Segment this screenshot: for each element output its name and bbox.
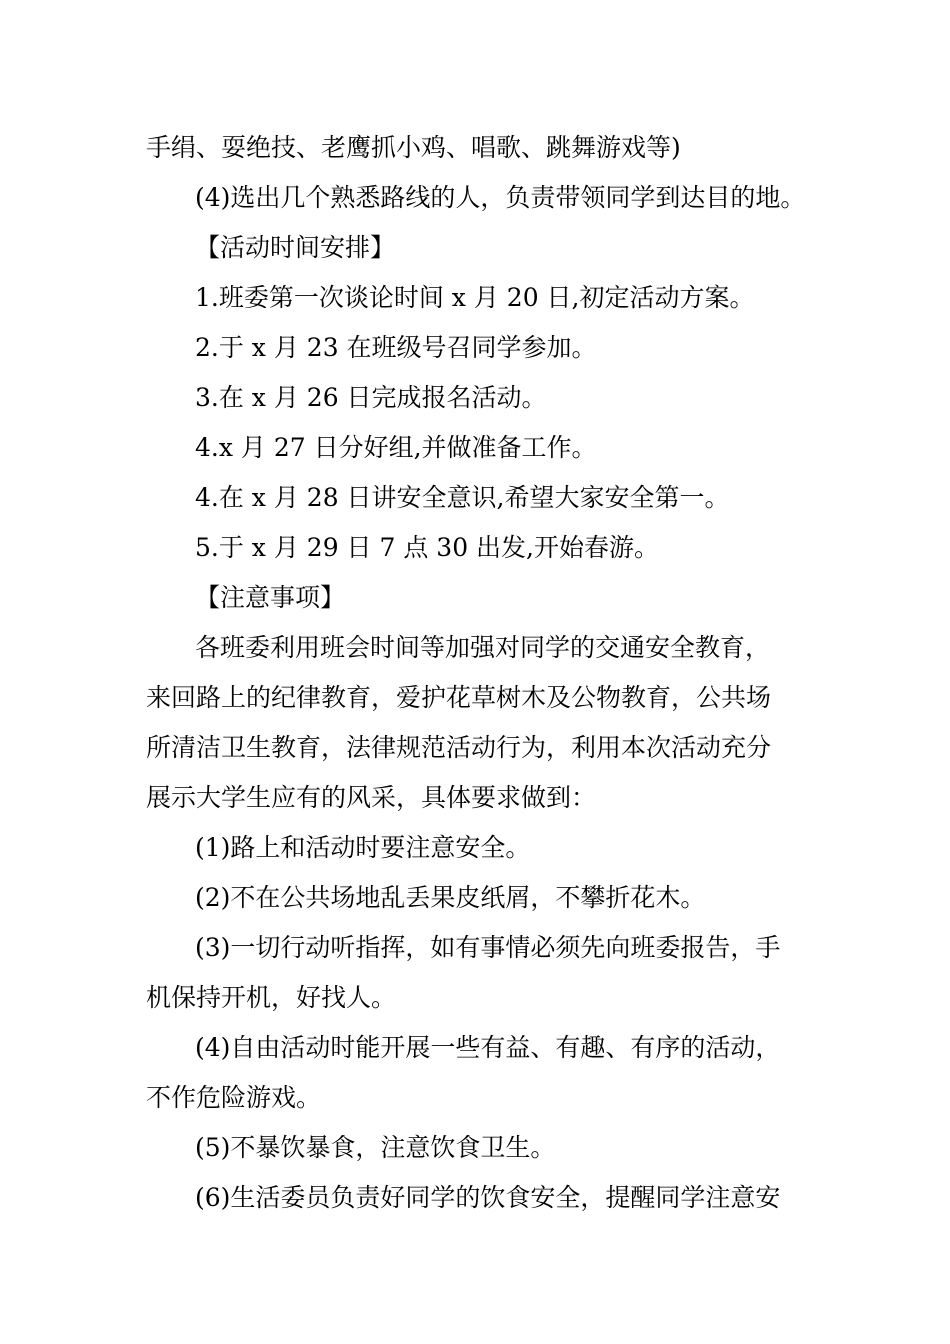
section-heading-schedule: 【活动时间安排】 <box>195 233 396 262</box>
note-item-3-cont: 机保持开机，好找人。 <box>146 983 397 1012</box>
notes-paragraph-line-4: 展示大学生应有的风采，具体要求做到： <box>146 783 597 812</box>
note-item-5: (5)不暴饮暴食，注意饮食卫生。 <box>195 1133 556 1162</box>
note-item-1: (1)路上和活动时要注意安全。 <box>195 833 531 862</box>
text-line-2: (4)选出几个熟悉路线的人，负责带领同学到达目的地。 <box>195 183 806 212</box>
notes-paragraph-line-3: 所清洁卫生教育，法律规范活动行为，利用本次活动充分 <box>146 733 772 762</box>
schedule-item-1: 1.班委第一次谈论时间 x 月 20 日,初定活动方案。 <box>195 283 755 312</box>
note-item-4-cont: 不作危险游戏。 <box>146 1083 322 1112</box>
notes-paragraph-line-1: 各班委利用班会时间等加强对同学的交通安全教育， <box>195 633 771 662</box>
text-line-1: 手绢、耍绝技、老鹰抓小鸡、唱歌、跳舞游戏等) <box>146 133 681 162</box>
schedule-item-3: 3.在 x 月 26 日完成报名活动。 <box>195 383 547 412</box>
schedule-item-6: 5.于 x 月 29 日 7 点 30 出发,开始春游。 <box>195 533 660 562</box>
note-item-4: (4)自由活动时能开展一些有益、有趣、有序的活动， <box>195 1033 781 1062</box>
schedule-item-2: 2.于 x 月 23 在班级号召同学参加。 <box>195 333 597 362</box>
schedule-item-5: 4.在 x 月 28 日讲安全意识,希望大家安全第一。 <box>195 483 730 512</box>
note-item-3: (3)一切行动听指挥，如有事情必须先向班委报告，手 <box>195 933 781 962</box>
note-item-2: (2)不在公共场地乱丢果皮纸屑，不攀折花木。 <box>195 883 706 912</box>
note-item-6: (6)生活委员负责好同学的饮食安全，提醒同学注意安 <box>195 1183 781 1212</box>
notes-paragraph-line-2: 来回路上的纪律教育，爱护花草树木及公物教育，公共场 <box>146 683 772 712</box>
section-heading-notes: 【注意事项】 <box>195 583 346 612</box>
schedule-item-4: 4.x 月 27 日分好组,并做准备工作。 <box>195 433 597 462</box>
